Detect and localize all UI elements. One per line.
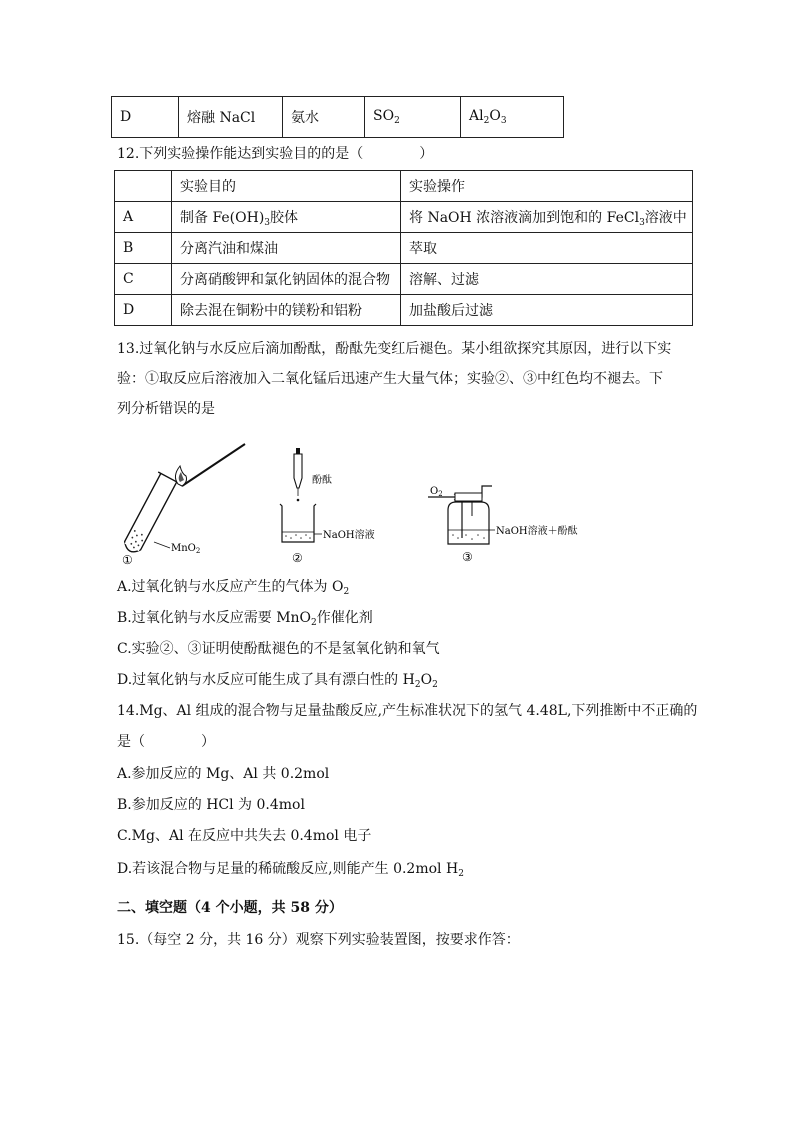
- table-header-cell: 实验目的: [172, 171, 401, 202]
- table-cell: $SO_2$: [365, 97, 461, 138]
- table-row: [112, 97, 564, 138]
- experiment-figure: [110, 438, 590, 570]
- section-heading-fill-in: 二、填空题（4 个小题，共 58 分）: [117, 900, 343, 916]
- figure-number-1: ①: [122, 553, 133, 567]
- table-header-row: [115, 171, 693, 202]
- figure-number-3: ③: [462, 550, 473, 564]
- operation-cell: 溶解、过滤: [401, 264, 693, 295]
- question-12-table: [114, 170, 693, 326]
- table-cell: 氨水: [283, 97, 365, 138]
- operation-cell: 将 NaOH 浓溶液滴加到饱和的 FeCl$_3$溶液中: [401, 202, 693, 233]
- option-cell: B: [115, 233, 172, 264]
- operation-cell: 加盐酸后过滤: [401, 295, 693, 326]
- question-14-line-2: 是（ ）: [117, 734, 215, 750]
- question-13-line-3: 列分析错误的是: [117, 401, 215, 417]
- table-header-cell: [115, 171, 172, 202]
- gas-washing-bottle: [428, 486, 578, 564]
- question-14-option-c: C.Mg、Al 在反应中共失去 0.4mol 电子: [117, 828, 372, 844]
- question-12-stem: 12.下列实验操作能达到实验目的的是（ ）: [117, 146, 434, 162]
- mno2-label: MnO$_2$: [171, 543, 201, 555]
- goal-cell: 制备 $Fe(OH)_3$胶体: [172, 202, 401, 233]
- figure-number-2: ②: [292, 551, 303, 565]
- table-cell: $Al_2O_3$: [461, 97, 564, 138]
- question-13-line-1: 13.过氧化钠与水反应后滴加酚酞，酚酞先变红后褪色。某小组欲探究其原因，进行以下实: [117, 341, 672, 357]
- question-13-option-b: B.过氧化钠与水反应需要 MnO$_2$作催化剂: [117, 610, 373, 628]
- goal-cell: 分离汽油和煤油: [172, 233, 401, 264]
- goal-cell: 分离硝酸钾和氯化钠固体的混合物: [172, 264, 401, 295]
- naoh-phenolphthalein-label: NaOH溶液＋酚酞: [496, 526, 578, 537]
- beaker-with-dropper: [280, 448, 375, 565]
- phenolphthalein-label: 酚酞: [312, 475, 332, 486]
- table-row: [115, 264, 693, 295]
- question-14-option-d: D.若该混合物与足量的稀硫酸反应,则能产生 0.2mol $H_2$: [117, 861, 464, 879]
- table-row: [115, 202, 693, 233]
- table-header-cell: 实验操作: [401, 171, 693, 202]
- naoh-solution-label: NaOH溶液: [323, 530, 375, 541]
- table-cell: D: [112, 97, 179, 138]
- table-row: [115, 295, 693, 326]
- table-row: [115, 233, 693, 264]
- question-15-stem: 15.（每空 2 分，共 16 分）观察下列实验装置图，按要求作答：: [117, 932, 520, 948]
- question-14-option-a: A.参加反应的 Mg、Al 共 0.2mol: [117, 766, 330, 782]
- option-cell: A: [115, 202, 172, 233]
- option-cell: D: [115, 295, 172, 326]
- oxygen-gas-label: $O_2$: [430, 486, 443, 498]
- option-cell: C: [115, 264, 172, 295]
- operation-cell: 萃取: [401, 233, 693, 264]
- question-14-line-1: 14.Mg、Al 组成的混合物与足量盐酸反应,产生标准状况下的氢气 4.48L,下列推断中不正确的: [117, 703, 698, 719]
- question-13-option-a: A.过氧化钠与水反应产生的气体为 $O_2$: [117, 579, 350, 597]
- question-13-option-c: C.实验②、③证明使酚酞褪色的不是氢氧化钠和氧气: [117, 641, 440, 657]
- previous-question-table: [111, 96, 564, 138]
- question-13-option-d: D.过氧化钠与水反应可能生成了具有漂白性的 $H_2O_2$: [117, 672, 438, 690]
- table-cell: 熔融 NaCl: [179, 97, 283, 138]
- question-13-line-2: 验：①取反应后溶液加入二氧化锰后迅速产生大量气体；实验②、③中红色均不褪去。下: [117, 371, 663, 387]
- test-tube-apparatus: [119, 444, 245, 567]
- question-14-option-b: B.参加反应的 HCl 为 0.4mol: [117, 797, 305, 813]
- goal-cell: 除去混在铜粉中的镁粉和铝粉: [172, 295, 401, 326]
